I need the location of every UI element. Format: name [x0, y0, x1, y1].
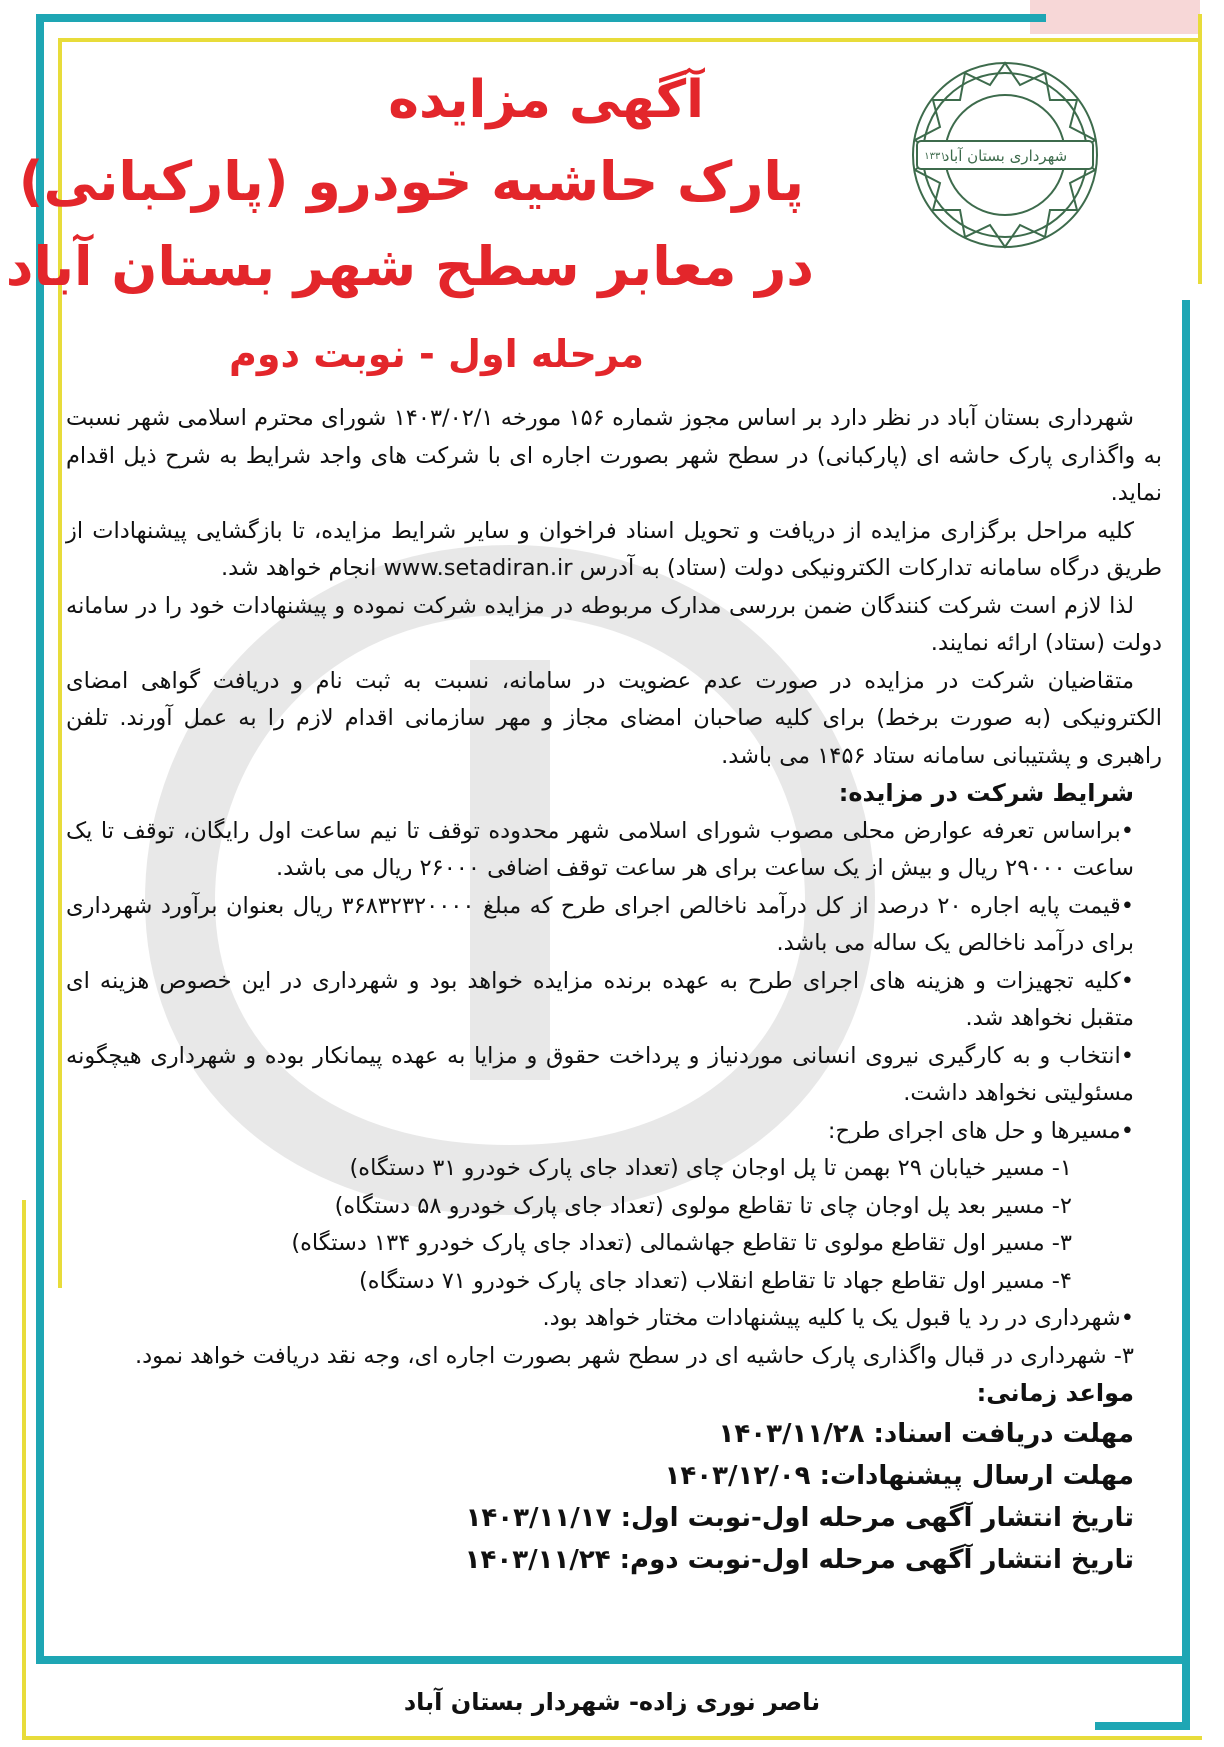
frame-bottom-right-border [1095, 1722, 1190, 1730]
deadlines-heading: مواعد زمانی: [976, 1379, 1134, 1407]
publication-date-second: تاریخ انتشار آگهی مرحله اول-نوبت دوم: ۱۴۰۳/۱۱/۲۴ [464, 1544, 1134, 1575]
title-line-3: در معابر سطح شهر بستان آباد [5, 235, 814, 298]
frame-outer-left-border [22, 1200, 26, 1740]
condition-bullet-2: • قیمت پایه اجاره ۲۰ درصد از کل درآمد ناخالص اجرای طرح که مبلغ ۳۶۸۳۲۳۲۰۰۰۰ ریال بعنوان برآورد شهرداری برای درآمد ناخالص یک ساله می باشد. [66, 888, 1162, 963]
conditions-heading: شرایط شرکت در مزایده: [838, 779, 1134, 807]
municipality-logo [905, 55, 1105, 255]
publication-date-first: تاریخ انتشار آگهی مرحله اول-نوبت اول: ۱۴۰۳/۱۱/۱۷ [465, 1502, 1134, 1533]
top-corner-badge [1030, 0, 1200, 34]
condition-bullet-3: • کلیه تجهیزات و هزینه های اجرای طرح به عهده برنده مزایده خواهد بود و شهرداری در این خصوص هزینه ای متقبل نخواهد شد. [66, 963, 1162, 1038]
condition-bullet-5: • مسیرها و حل های اجرای طرح: [66, 1113, 1162, 1151]
frame-inner-top-border [58, 38, 1198, 42]
intro-paragraph-1: شهرداری بستان آباد در نظر دارد بر اساس مجوز شماره ۱۵۶ مورخه ۱۴۰۳/۰۲/۱ شورای محترم اسلامی شهر نسبت به واگذاری پارک حاشه ای (پارکبانی) در سطح شهر بصورت اجاره ای با شرکت های واجد شرایط به شرح ذیل اقدام نماید. [66, 405, 1162, 506]
condition-bullet-6: • شهرداری در رد یا قبول یک یا کلیه پیشنهادات مختار خواهد بود. [66, 1300, 1162, 1338]
route-item-3: ۳- مسیر اول تقاطع مولوی تا تقاطع جهاشمالی (تعداد جای پارک خودرو ۱۳۴ دستگاه) [291, 1230, 1072, 1256]
route-item-1: ۱- مسیر خیابان ۲۹ بهمن تا پل اوجان چای (تعداد جای پارک خودرو ۳۱ دستگاه) [349, 1155, 1072, 1181]
notice-body [66, 400, 1162, 1581]
route-item-2: ۲- مسیر بعد پل اوجان چای تا تقاطع مولوی (تعداد جای پارک خودرو ۵۸ دستگاه) [334, 1192, 1072, 1219]
intro-paragraph-2: کلیه مراحل برگزاری مزایده از دریافت و تحویل اسناد فراخوان و سایر شرایط مزایده، تا بازگشایی پیشنهادات از طریق درگاه سامانه تدارکات الکترونیکی دولت (ستاد) به آدرس www.setadiran.ir انجام خواهد شد. [66, 517, 1162, 581]
title-line-1: آگهی مزایده [388, 70, 704, 130]
mayor-signature: ناصر نوری زاده- شهردار بستان آباد [403, 1688, 821, 1716]
deadline-proposals: مهلت ارسال پیشنهادات: ۱۴۰۳/۱۲/۰۹ [664, 1460, 1134, 1491]
frame-inner-left-border [58, 38, 62, 1288]
title-line-2: پارک حاشیه خودرو (پارکبانی) [18, 150, 804, 213]
logo-text: شهرداری بستان آباد [942, 147, 1068, 165]
condition-bullet-1: • براساس تعرفه عوارض محلی مصوب شورای اسلامی شهر محدوده توقف تا نیم ساعت اول رایگان، توقف تا یک ساعت ۲۹۰۰۰ ریال و بیش از یک ساعت برای هر ساعت توقف اضافی ۲۶۰۰۰ ریال می باشد. [66, 813, 1162, 888]
deadline-documents: مهلت دریافت اسناد: ۱۴۰۳/۱۱/۲۸ [718, 1418, 1134, 1449]
intro-paragraph-4: متقاضیان شرکت در مزایده در صورت عدم عضویت در سامانه، نسبت به ثبت نام و دریافت گواهی امضای الکترونیکی (به صورت برخط) برای کلیه صاحبان امضای مجاز و مهر سازمانی اقدام لازم را به عمل آورند. تلفن راهبری و پشتیبانی سامانه ستاد ۱۴۵۶ می باشد. [66, 667, 1162, 769]
logo-year: ۱۳۳۱ [924, 151, 946, 162]
route-item-4: ۴- مسیر اول تقاطع جهاد تا تقاطع انقلاب (تعداد جای پارک خودرو ۷۱ دستگاه) [359, 1267, 1072, 1294]
title-line-4: مرحله اول - نوبت دوم [229, 332, 644, 376]
intro-paragraph-3: لذا لازم است شرکت کنندگان ضمن بررسی مدارک مربوطه در مزایده شرکت نموده و پیشنهادات خود را در سامانه دولت (ستاد) ارائه نمایند. [66, 592, 1162, 656]
condition-item-7: ۳- شهرداری در قبال واگذاری پارک حاشیه ای در سطح شهر بصورت اجاره ای، وجه نقد دریافت خواهد نمود. [134, 1342, 1134, 1369]
frame-right-border [1182, 300, 1190, 1730]
frame-outer-bottom-border [22, 1736, 1202, 1740]
frame-inner-right-border [1198, 14, 1202, 284]
frame-bottom-border [36, 1656, 1190, 1664]
frame-top-border [36, 14, 1046, 22]
condition-bullet-4: • انتخاب و به کارگیری نیروی انسانی موردنیاز و پرداخت حقوق و مزایا به عهده پیمانکار بوده و شهرداری هیچگونه مسئولیتی نخواهد داشت. [66, 1038, 1162, 1113]
